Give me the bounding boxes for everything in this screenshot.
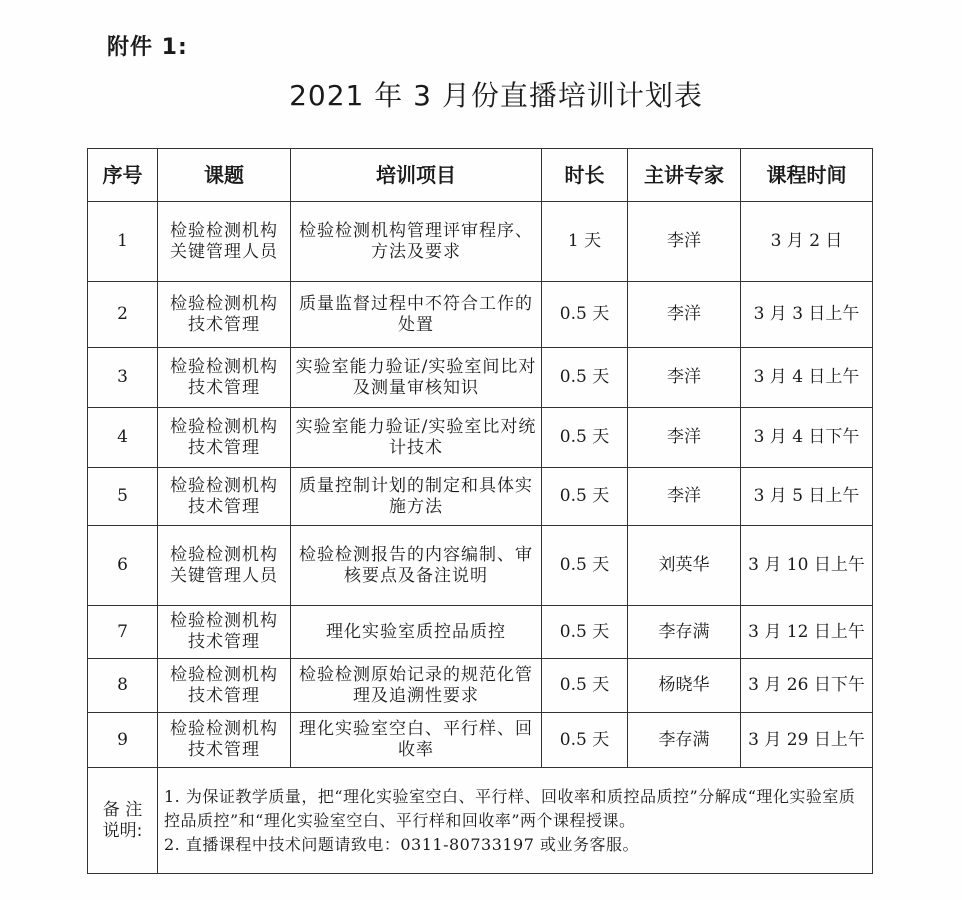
table-row — [88, 713, 873, 768]
header-time: 课程时间 — [741, 149, 873, 202]
row-time: 3 月 10 日上午 — [741, 526, 873, 606]
row-expert: 李洋 — [628, 282, 741, 348]
row-time: 3 月 12 日上午 — [741, 606, 873, 659]
row-no: 6 — [88, 526, 158, 606]
row-time: 3 月 4 日下午 — [741, 408, 873, 468]
table-row — [88, 348, 873, 408]
row-time: 3 月 29 日上午 — [741, 713, 873, 768]
row-item: 理化实验室空白、平行样、回收率 — [291, 713, 542, 768]
notes-label-line2: 说明: — [102, 820, 143, 841]
table-row — [88, 202, 873, 282]
row-topic: 检验检测机构技术管理 — [158, 408, 291, 468]
row-time: 3 月 5 日上午 — [741, 468, 873, 526]
row-time: 3 月 2 日 — [741, 202, 873, 282]
note-item: 1. 为保证教学质量，把“理化实验室空白、平行样、回收率和质控品质控”分解成“理化实验室质控品质控”和“理化实验室空白、平行样和回收率”两个课程授课。 — [164, 786, 856, 830]
row-no: 7 — [88, 606, 158, 659]
row-no: 4 — [88, 408, 158, 468]
row-duration: 0.5 天 — [542, 348, 628, 408]
row-duration: 0.5 天 — [542, 468, 628, 526]
row-item: 质量控制计划的制定和具体实施方法 — [291, 468, 542, 526]
row-expert: 李存满 — [628, 713, 741, 768]
row-item: 实验室能力验证/实验室间比对及测量审核知识 — [291, 348, 542, 408]
row-item: 理化实验室质控品质控 — [291, 606, 542, 659]
row-duration: 0.5 天 — [542, 282, 628, 348]
header-expert: 主讲专家 — [628, 149, 741, 202]
row-expert: 杨晓华 — [628, 659, 741, 713]
row-topic: 检验检测机构技术管理 — [158, 282, 291, 348]
attachment-label: 附件 1: — [107, 35, 188, 60]
row-duration: 0.5 天 — [542, 606, 628, 659]
row-duration: 0.5 天 — [542, 659, 628, 713]
row-time: 3 月 26 日下午 — [741, 659, 873, 713]
row-topic: 检验检测机构关键管理人员 — [158, 202, 291, 282]
notes-row — [88, 768, 873, 874]
notes-content — [158, 768, 873, 874]
row-duration: 0.5 天 — [542, 713, 628, 768]
training-plan-table — [87, 148, 873, 874]
row-time: 3 月 3 日上午 — [741, 282, 873, 348]
row-item: 质量监督过程中不符合工作的处置 — [291, 282, 542, 348]
row-topic: 检验检测机构技术管理 — [158, 659, 291, 713]
row-item: 检验检测报告的内容编制、审核要点及备注说明 — [291, 526, 542, 606]
header-no: 序号 — [88, 149, 158, 202]
header-item: 培训项目 — [291, 149, 542, 202]
table-row — [88, 659, 873, 713]
row-duration: 1 天 — [542, 202, 628, 282]
row-time: 3 月 4 日上午 — [741, 348, 873, 408]
notes-label-line1: 备 注 — [102, 799, 143, 820]
page-title: 2021 年 3 月份直播培训计划表 — [289, 79, 703, 112]
row-duration: 0.5 天 — [542, 408, 628, 468]
row-topic: 检验检测机构技术管理 — [158, 348, 291, 408]
table-row — [88, 468, 873, 526]
row-expert: 李洋 — [628, 348, 741, 408]
row-item: 检验检测原始记录的规范化管理及追溯性要求 — [291, 659, 542, 713]
row-topic: 检验检测机构技术管理 — [158, 713, 291, 768]
table-row — [88, 526, 873, 606]
row-topic: 检验检测机构技术管理 — [158, 468, 291, 526]
table-row — [88, 282, 873, 348]
table-row — [88, 606, 873, 659]
table-row — [88, 408, 873, 468]
row-no: 9 — [88, 713, 158, 768]
row-item: 实验室能力验证/实验室比对统计技术 — [291, 408, 542, 468]
notes-label — [88, 768, 158, 874]
row-no: 2 — [88, 282, 158, 348]
row-expert: 刘英华 — [628, 526, 741, 606]
row-expert: 李洋 — [628, 202, 741, 282]
row-expert: 李洋 — [628, 408, 741, 468]
row-duration: 0.5 天 — [542, 526, 628, 606]
table-header-row — [88, 149, 873, 202]
row-topic: 检验检测机构技术管理 — [158, 606, 291, 659]
header-duration: 时长 — [542, 149, 628, 202]
row-expert: 李存满 — [628, 606, 741, 659]
row-topic: 检验检测机构关键管理人员 — [158, 526, 291, 606]
row-no: 5 — [88, 468, 158, 526]
row-no: 8 — [88, 659, 158, 713]
note-item: 2. 直播课程中技术问题请致电：0311-80733197 或业务客服。 — [164, 834, 640, 854]
row-no: 1 — [88, 202, 158, 282]
row-expert: 李洋 — [628, 468, 741, 526]
row-item: 检验检测机构管理评审程序、方法及要求 — [291, 202, 542, 282]
row-no: 3 — [88, 348, 158, 408]
header-topic: 课题 — [158, 149, 291, 202]
